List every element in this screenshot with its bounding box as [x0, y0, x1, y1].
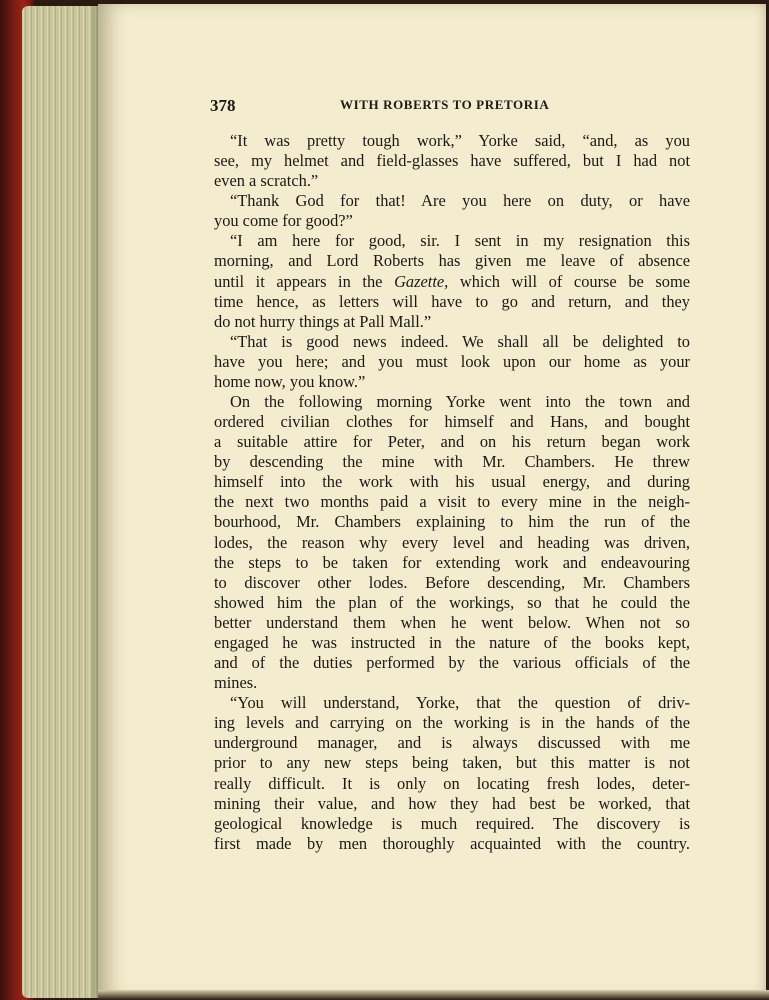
- text-line: prior to any new steps being taken, but this matter is not: [214, 753, 690, 773]
- text-line: have you here; and you must look upon our home as your: [214, 351, 690, 371]
- text-line: the steps to be taken for extending work and endeavouring: [214, 552, 690, 572]
- text-line: “That is good news indeed. We shall all be delighted to: [230, 331, 690, 351]
- text-line: himself into the work with his usual energy, and during: [214, 472, 690, 492]
- text-line: better understand them when he went below. When not so: [214, 612, 690, 632]
- text-line: “I am here for good, sir. I sent in my resignation this: [230, 231, 690, 251]
- page-number: 378: [210, 96, 236, 115]
- text-line: underground manager, and is always discussed with me: [214, 733, 690, 753]
- text-line: mines.: [214, 673, 258, 693]
- page-header: [210, 96, 690, 116]
- text-line: time hence, as letters will have to go and return, and they: [214, 291, 690, 311]
- text-line: “You will understand, Yorke, that the question of driv-: [230, 693, 690, 713]
- page-bottom-edge: [98, 990, 769, 1000]
- text-line: On the following morning Yorke went into the town and: [230, 392, 690, 412]
- text-line: the next two months paid a visit to every mine in the neigh-: [214, 492, 690, 512]
- text-line: showed him the plan of the workings, so that he could the: [214, 592, 690, 612]
- text-line: home now, you know.”: [214, 371, 366, 391]
- text-line: a suitable attire for Peter, and on his return began work: [214, 432, 690, 452]
- text-line: see, my helmet and field-glasses have suffered, but I had not: [214, 151, 690, 171]
- text-line: even a scratch.”: [214, 171, 319, 191]
- text-line: geological knowledge is much required. The discovery is: [214, 813, 690, 833]
- text-line: by descending the mine with Mr. Chambers. He threw: [214, 452, 690, 472]
- text-line: ordered civilian clothes for himself and Hans, and bought: [214, 412, 690, 432]
- text-line: “It was pretty tough work,” Yorke said, “and, as you: [230, 131, 690, 150]
- text-line: first made by men thoroughly acquainted with the country.: [214, 833, 690, 853]
- text-line: engaged he was instructed in the nature of the books kept,: [214, 632, 690, 652]
- text-line: mining their value, and how they had best be worked, that: [214, 793, 690, 813]
- text-line: to discover other lodes. Before descending, Mr. Chambers: [214, 572, 690, 592]
- text-line: you come for good?”: [214, 211, 353, 231]
- text-line: ing levels and carrying on the working is in the hands of the: [214, 713, 690, 733]
- text-line: and of the duties performed by the various officials of the: [214, 653, 690, 673]
- text-line: really difficult. It is only on locating fresh lodes, deter-: [214, 773, 690, 793]
- body-text: [214, 131, 690, 854]
- text-line: morning, and Lord Roberts has given me leave of absence: [214, 251, 690, 271]
- text-line: do not hurry things at Pall Mall.”: [214, 311, 432, 331]
- text-line: bourhood, Mr. Chambers explaining to him the run of the: [214, 512, 690, 532]
- text-line: until it appears in the Gazette, which will of course be some: [214, 271, 691, 291]
- text-line: lodes, the reason why every level and heading was driven,: [214, 532, 690, 552]
- running-head: WITH ROBERTS TO PRETORIA: [340, 97, 550, 112]
- text-line: “Thank God for that! Are you here on duty, or have: [230, 191, 690, 211]
